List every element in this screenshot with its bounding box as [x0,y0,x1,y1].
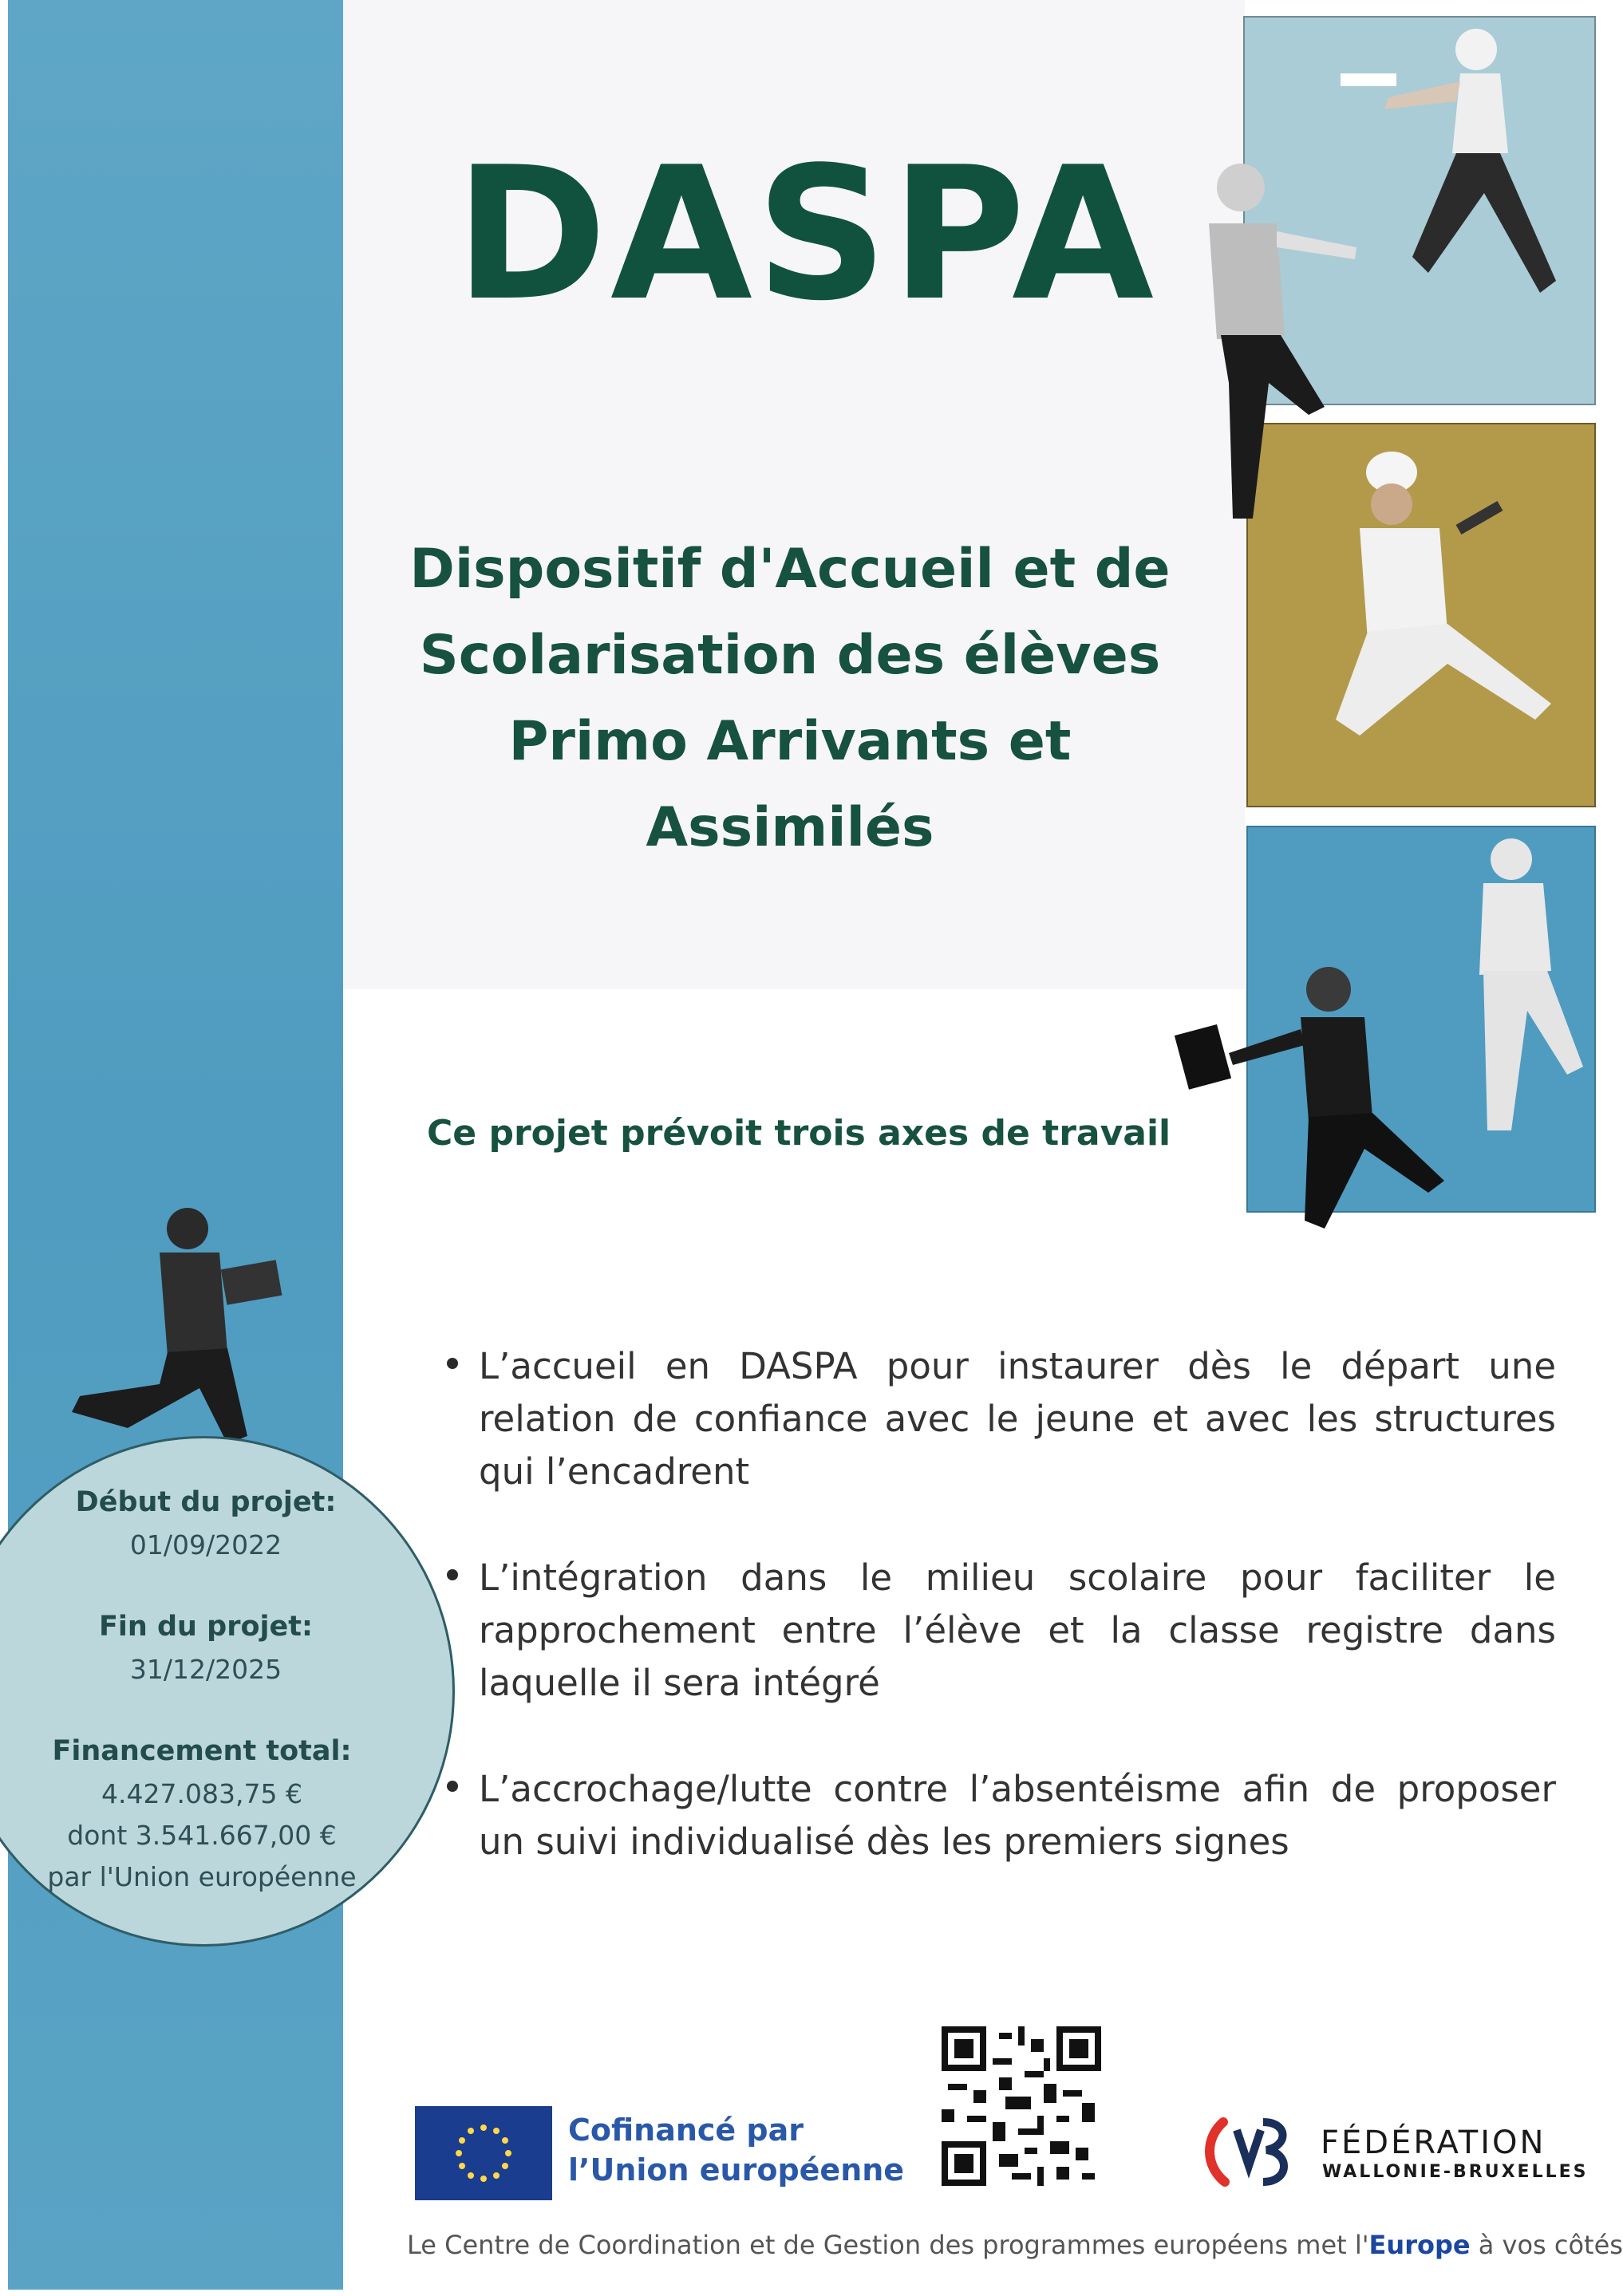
funding-label: Financement total: [52,1735,352,1767]
axis-item-text: L’accueil en DASPA pour instaurer dès le départ une relation de confiance avec le jeune et avec les structures qui l’encadrent [479,1345,1556,1493]
project-info-circle [0,1436,455,1947]
start-date-value: 01/09/2022 [129,1529,282,1560]
fwb-name: FÉDÉRATION [1321,2124,1546,2161]
subtitle-line: Assimilés [646,796,934,859]
end-date-label: Fin du projet: [99,1611,313,1643]
fwb-logo-icon [1201,2106,1297,2194]
eu-text-line: Cofinancé par [568,2113,804,2148]
qr-code-icon[interactable] [942,2026,1101,2186]
bullet-icon [447,1781,458,1792]
eu-flag-icon [415,2106,552,2200]
page-title: DASPA [455,128,1158,341]
page-subtitle [359,527,1221,871]
footer-statement-end: à vos côtés [1470,2230,1623,2260]
axis-item [479,1552,1556,1710]
eu-cofunding-text [568,2110,904,2190]
businessman-icon [1173,957,1460,1260]
start-date-label: Début du projet: [75,1486,337,1518]
subtitle-line: Dispositif d'Accueil et de [409,538,1171,601]
eu-text-line: l’Union européenne [568,2152,905,2188]
footer-statement-europe: Europe [1368,2230,1471,2260]
funding-eu-amount: dont 3.541.667,00 € [67,1820,337,1851]
axis-item [479,1763,1556,1868]
funding-total: 4.427.083,75 € [101,1778,302,1809]
funding-eu-source: par l'Union européenne [47,1861,357,1892]
subtitle-line: Scolarisation des élèves [419,624,1161,687]
left-color-band [8,0,343,2290]
student-laptop-icon [64,1197,287,1476]
fwb-subtitle: WALLONIE-BRUXELLES [1322,2162,1589,2182]
footer-statement-start: Le Centre de Coordination et de Gestion des programmes européens met l' [407,2230,1369,2260]
end-date-value: 31/12/2025 [129,1654,282,1685]
axis-item-text: L’intégration dans le milieu scolaire pour faciliter le rapprochement entre l’élève et la classe registre dans laquelle il sera intégré [479,1556,1556,1704]
axis-item [479,1340,1556,1498]
footer-statement [407,2230,1623,2260]
worker-icon [1165,144,1364,535]
axes-heading: Ce projet prévoit trois axes de travail [427,1113,1171,1154]
axis-item-text: L’accrochage/lutte contre l’absentéisme afin de proposer un suivi individualisé dès les premiers signes [479,1768,1556,1863]
bullet-icon [447,1569,458,1580]
subtitle-line: Primo Arrivants et [508,710,1072,773]
bullet-icon [447,1358,458,1369]
